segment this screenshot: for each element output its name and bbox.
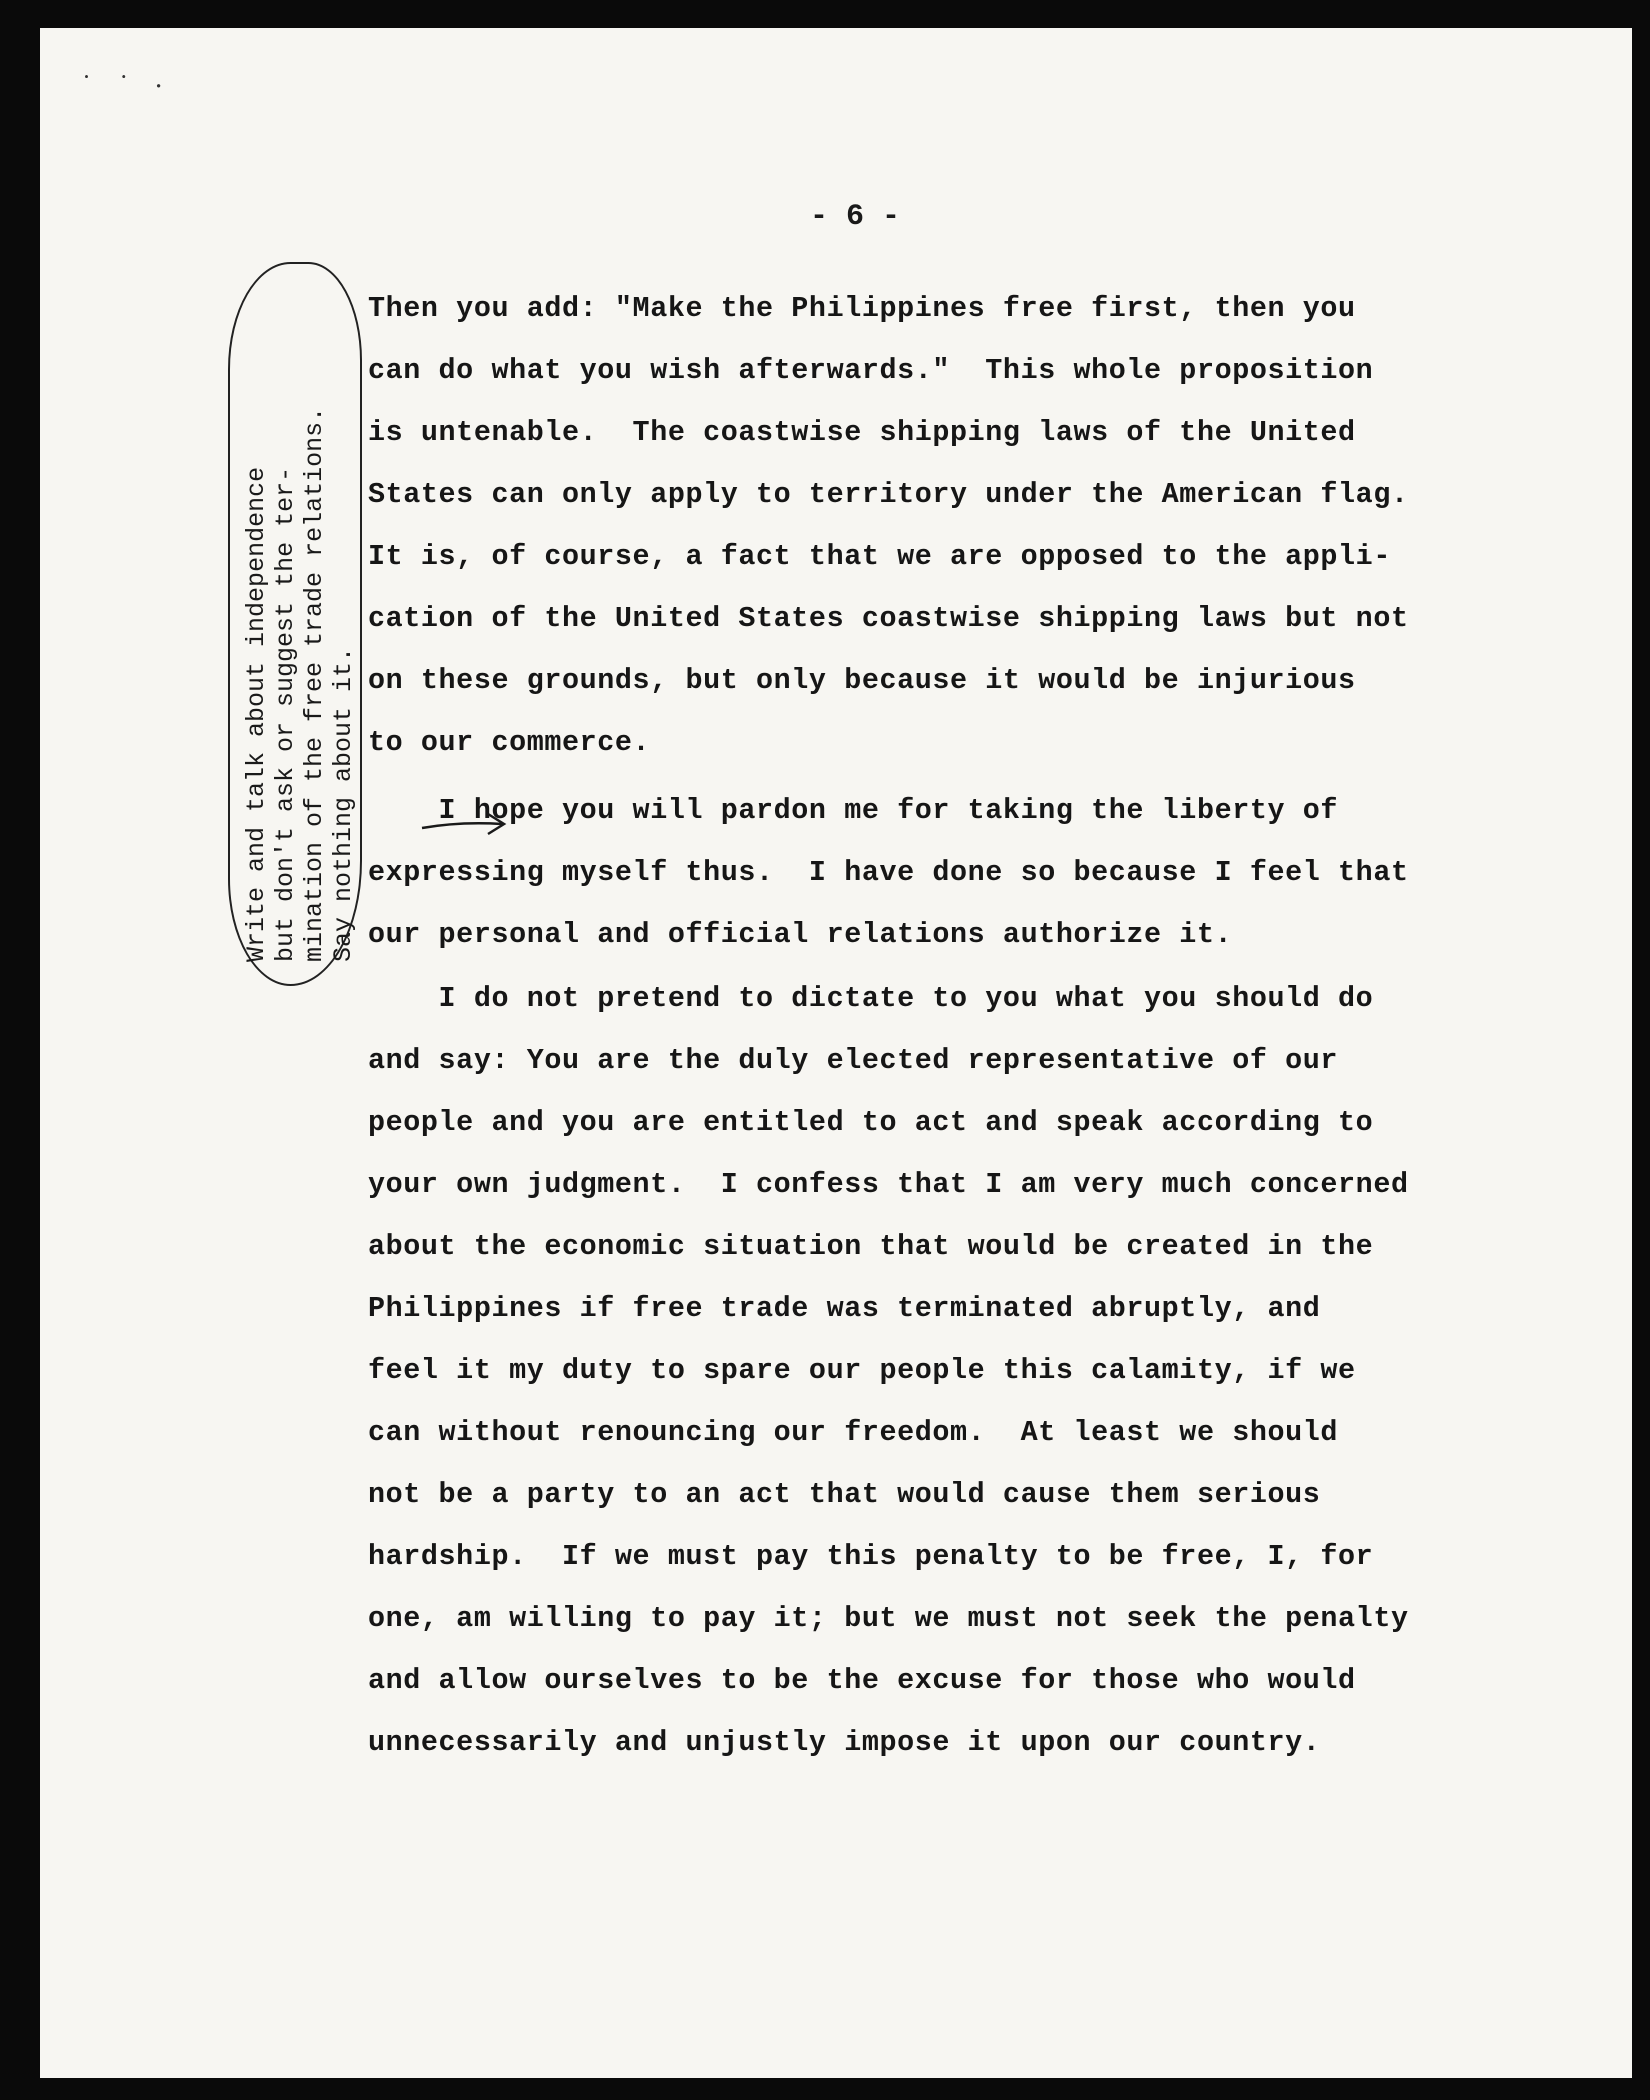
body-line: I hope you will pardon me for taking the liberty of (368, 794, 1339, 827)
scan-specks: ˙ ˙ · (80, 72, 171, 102)
body-line: feel it my duty to spare our people this calamity, if we (368, 1354, 1356, 1387)
body-line: can do what you wish afterwards." This whole proposition (368, 354, 1374, 387)
body-line: is untenable. The coastwise shipping laws of the United (368, 416, 1356, 449)
body-line: can without renouncing our freedom. At least we should (368, 1416, 1339, 1449)
body-line: cation of the United States coastwise shipping laws but not (368, 602, 1409, 635)
body-line: and allow ourselves to be the excuse for those who would (368, 1664, 1356, 1697)
margin-annotation (228, 262, 368, 982)
body-line: our personal and official relations authorize it. (368, 918, 1233, 951)
body-line: hardship. If we must pay this penalty to be free, I, for (368, 1540, 1374, 1573)
body-line: not be a party to an act that would cause them serious (368, 1478, 1321, 1511)
body-line: your own judgment. I confess that I am very much concerned (368, 1168, 1409, 1201)
body-line: Then you add: "Make the Philippines free first, then you (368, 292, 1356, 325)
body-line: Philippines if free trade was terminated abruptly, and (368, 1292, 1321, 1325)
body-line: It is, of course, a fact that we are opposed to the appli- (368, 540, 1391, 573)
body-line: people and you are entitled to act and speak according to (368, 1106, 1374, 1139)
body-line: States can only apply to territory under the American flag. (368, 478, 1409, 511)
body-line: I do not pretend to dictate to you what you should do (368, 982, 1374, 1015)
annotation-text (242, 282, 358, 962)
body-line: unnecessarily and unjustly impose it upon our country. (368, 1726, 1321, 1759)
annotation-line: Write and talk about independence (242, 466, 271, 962)
body-line: about the economic situation that would be created in the (368, 1230, 1374, 1263)
document-page (40, 28, 1632, 2078)
body-line: on these grounds, but only because it would be injurious (368, 664, 1356, 697)
annotation-line: Say nothing about it. (329, 646, 358, 962)
annotation-line: but don't ask or suggest the ter- (271, 466, 300, 962)
annotation-line: mination of the free trade relations. (300, 406, 329, 962)
body-line: to our commerce. (368, 726, 651, 759)
body-line: expressing myself thus. I have done so because I feel that (368, 856, 1409, 889)
body-line: and say: You are the duly elected representative of our (368, 1044, 1339, 1077)
page-number: - 6 - (810, 200, 901, 234)
body-line: one, am willing to pay it; but we must not seek the penalty (368, 1602, 1409, 1635)
